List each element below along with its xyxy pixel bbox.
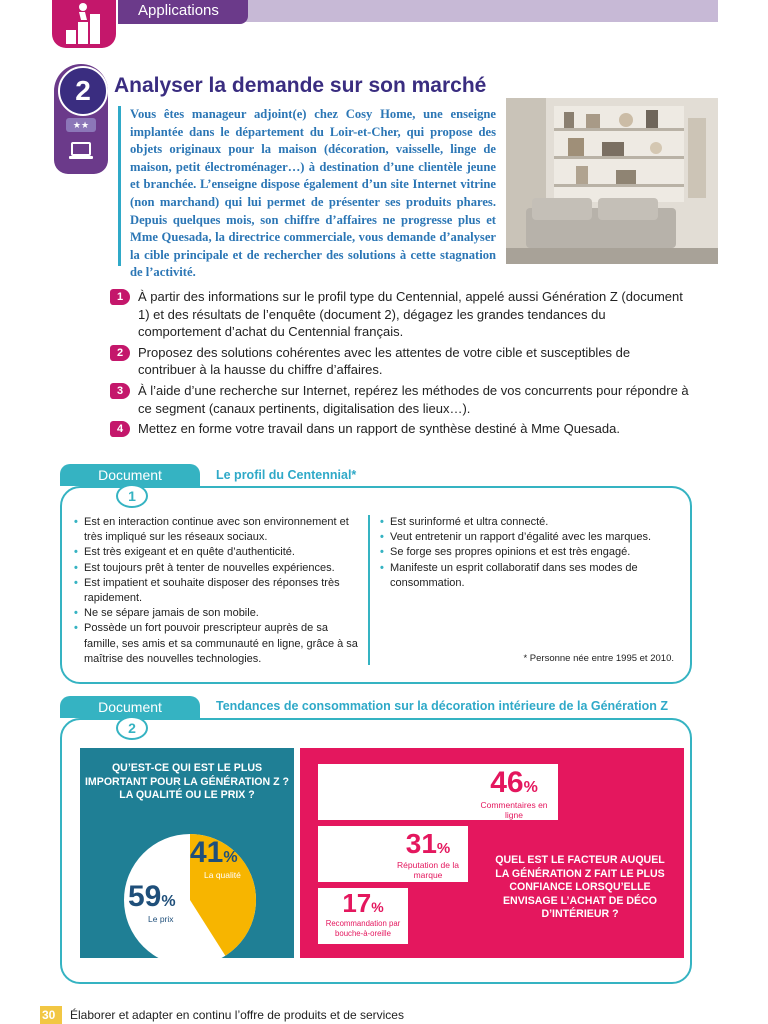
question-text: Mettez en forme votre travail dans un rapport de synthèse destiné à Mme Quesada. bbox=[138, 421, 620, 437]
profile-item: • Est en interaction continue avec son environnement et très impliqué sur les réseaux sociaux. bbox=[74, 515, 358, 545]
profile-item: • Manifeste un esprit collaboratif dans ses modes de consommation. bbox=[380, 561, 664, 591]
profile-item: • Se forge ses propres opinions et est très engagé. bbox=[380, 545, 664, 560]
exercise-intro: Vous êtes manageur adjoint(e) chez Cosy Home, une enseigne implantée dans le département du Loir-et-Cher, qui propose des objets originaux pour la maison (décoration, vaisselle, linge de maison, petit électroménager…) à destination d’une clientèle jeune et branchée. L’enseigne dispose également d’un site Internet vitrine (non marchand) qui lui permet de présenter ses produits phares. Depuis quelques mois, son chiffre d’affaires ne progresse plus et Mme Quesada, la directrice commerciale, vous demande d’analyser la cible principale et de rechercher des solutions à cette stagnation de l’activité. bbox=[130, 107, 496, 280]
factor-percent: % bbox=[523, 779, 538, 796]
applications-icon bbox=[52, 0, 116, 48]
pie-label-price bbox=[128, 880, 176, 924]
intro-rule bbox=[118, 106, 121, 266]
quality-percent: % bbox=[223, 849, 238, 866]
factor-percent: % bbox=[436, 840, 451, 857]
column-separator bbox=[368, 515, 370, 665]
document-2-tab: Document bbox=[60, 696, 200, 718]
price-percent: % bbox=[161, 893, 176, 910]
document-2-title: Tendances de consommation sur la décoration intérieure de la Génération Z bbox=[216, 699, 668, 713]
profile-item: • Est impatient et souhaite disposer des réponses très rapidement. bbox=[74, 576, 358, 606]
page-number: 30 bbox=[42, 1008, 56, 1022]
question-number: 1 bbox=[110, 289, 130, 305]
document-1-tab: Document bbox=[60, 464, 200, 486]
laptop-icon bbox=[68, 142, 94, 165]
factor-value: 17 bbox=[342, 888, 372, 918]
price-label: Le prix bbox=[148, 914, 174, 924]
factor-brand-reputation bbox=[392, 828, 464, 880]
question-item bbox=[110, 288, 690, 341]
quality-value: 41 bbox=[190, 836, 224, 869]
factor-value: 46 bbox=[490, 766, 524, 799]
questions-list bbox=[110, 288, 690, 441]
document-1-left-column bbox=[74, 515, 358, 667]
profile-item: • Est surinformé et ultra connecté. bbox=[380, 515, 664, 530]
price-value: 59 bbox=[128, 880, 162, 913]
question-text: À l’aide d’une recherche sur Internet, repérez les méthodes de vos concurrents pour répondre à ce segment (canaux pertinents, digitalisation des lieux…). bbox=[138, 382, 689, 416]
exercise-title: Analyser la demande sur son marché bbox=[114, 74, 487, 97]
document-1-number: 1 bbox=[116, 484, 148, 508]
question-number: 3 bbox=[110, 383, 130, 399]
question-item bbox=[110, 344, 690, 379]
document-2-number: 2 bbox=[116, 716, 148, 740]
factor-percent: % bbox=[371, 899, 384, 915]
profile-item: • Est toujours prêt à tenter de nouvelles expériences. bbox=[74, 561, 358, 576]
difficulty-stars: ★★ bbox=[66, 118, 96, 132]
question-item bbox=[110, 420, 690, 438]
profile-item: • Veut entretenir un rapport d’égalité avec les marques. bbox=[380, 530, 664, 545]
document-1-title: Le profil du Centennial* bbox=[216, 468, 357, 482]
pie-label-quality bbox=[190, 836, 241, 880]
question-number: 4 bbox=[110, 421, 130, 437]
factor-value: 31 bbox=[405, 828, 437, 859]
factor-online-reviews bbox=[474, 766, 554, 820]
profile-item: • Est très exigeant et en quête d’authenticité. bbox=[74, 545, 358, 560]
document-1-right-column bbox=[380, 515, 664, 591]
quality-price-question: QU’EST-CE QUI EST LE PLUS IMPORTANT POUR LA GÉNÉRATION Z ? LA QUALITÉ OU LE PRIX ? bbox=[84, 762, 290, 801]
living-room-photo bbox=[506, 98, 718, 264]
question-text: Proposez des solutions cohérentes avec les attentes de votre cible et susceptibles de contribuer à la hausse du chiffre d’affaires. bbox=[138, 344, 631, 378]
factor-word-of-mouth bbox=[318, 888, 408, 939]
footer-text: Élaborer et adapter en continu l’offre de produits et de services bbox=[70, 1008, 404, 1022]
profile-item: • Ne se sépare jamais de son mobile. bbox=[74, 606, 358, 621]
trust-factor-question: QUEL EST LE FACTEUR AUQUEL LA GÉNÉRATION Z FAIT LE PLUS CONFIANCE LORSQU’ELLE ENVISAGE L’ACHAT DE DÉCO D’INTÉRIEUR ? bbox=[495, 854, 665, 920]
factor-label: Recommandation par bouche-à-oreille bbox=[325, 919, 401, 938]
question-item bbox=[110, 382, 690, 417]
question-text: À partir des informations sur le profil type du Centennial, appelé aussi Génération Z (document 1) et des résultats de l’enquête (document 2), dégagez les grandes tendances du comportement d’achat du Centennial français. bbox=[138, 289, 683, 340]
profile-item: • Possède un fort pouvoir prescripteur auprès de sa famille, ses amis et sa communauté en ligne, grâce à sa maîtrise des nouvelles technologies. bbox=[74, 621, 358, 667]
exercise-number: 2 bbox=[58, 66, 108, 116]
footnote: * Personne née entre 1995 et 2010. bbox=[523, 653, 674, 664]
section-label: Applications bbox=[138, 2, 219, 19]
factor-label: Réputation de la marque bbox=[397, 860, 459, 880]
quality-label: La qualité bbox=[204, 870, 241, 880]
question-number: 2 bbox=[110, 345, 130, 361]
factor-label: Commentaires en ligne bbox=[480, 800, 548, 820]
